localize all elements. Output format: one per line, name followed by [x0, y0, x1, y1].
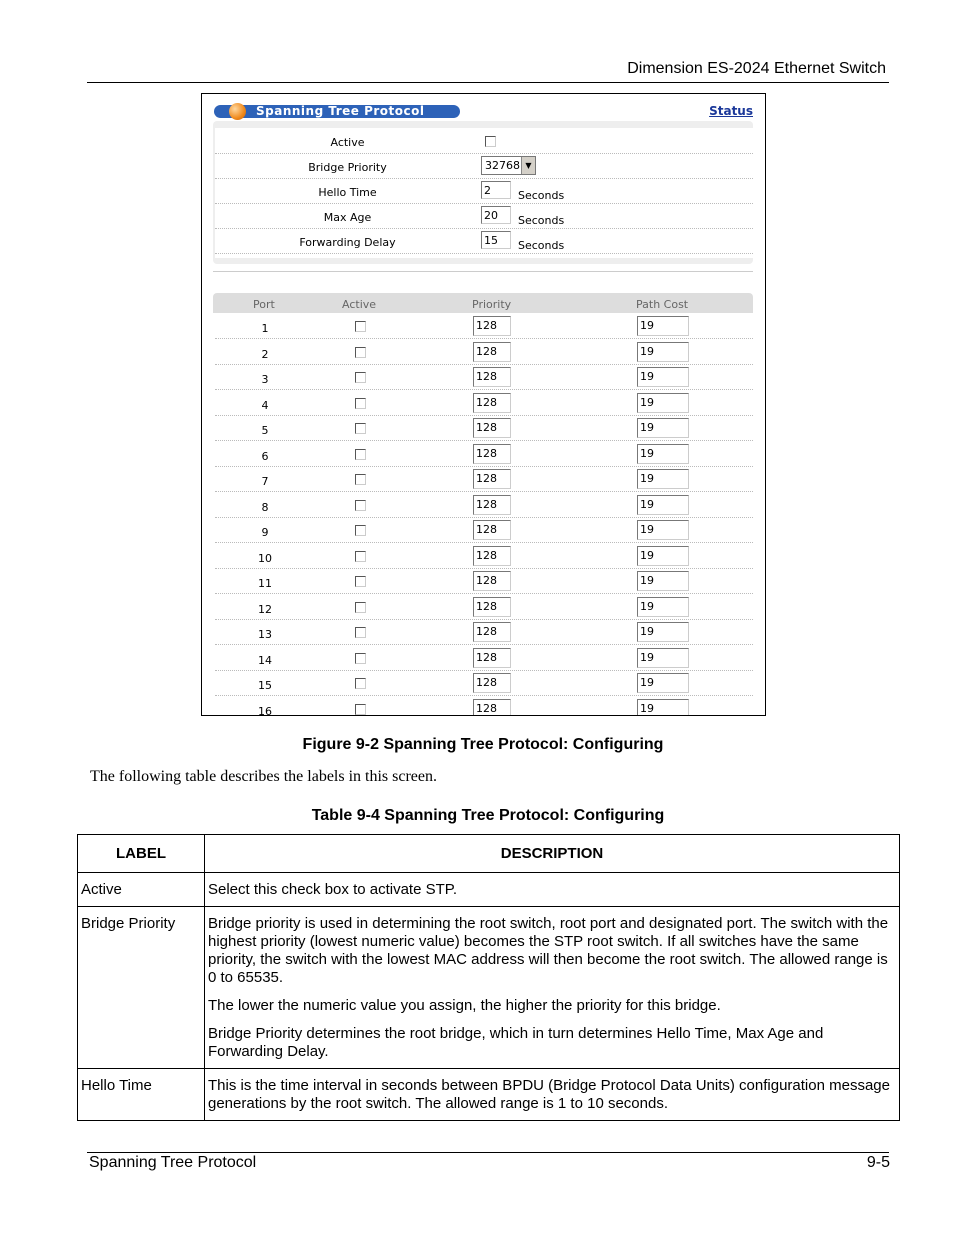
config-body [215, 128, 753, 258]
column-header-priority: Priority [472, 298, 512, 311]
port-number: 4 [261, 398, 269, 412]
column-header-port: Port [253, 298, 275, 311]
header-description: DESCRIPTION [205, 835, 900, 873]
row-description [205, 907, 900, 1069]
table-caption: Table 9-4 Spanning Tree Protocol: Configuring [311, 807, 665, 824]
description-paragraph: Select this check box to activate STP. [208, 881, 458, 898]
table-row [215, 466, 753, 492]
forwarding-delay-input[interactable]: 15 [481, 231, 511, 249]
port-number: 7 [261, 475, 269, 488]
port-path-cost-input[interactable]: 19 [637, 393, 689, 413]
active-checkbox[interactable] [485, 136, 496, 147]
column-header-active: Active [342, 298, 377, 311]
port-active-checkbox[interactable] [355, 576, 366, 587]
table-row [215, 441, 753, 467]
port-path-cost-input[interactable]: 19 [637, 571, 689, 591]
port-active-checkbox[interactable] [355, 500, 366, 511]
orange-ball-icon [229, 103, 246, 120]
table-row [215, 670, 753, 696]
port-path-cost-input[interactable]: 19 [637, 622, 689, 642]
intro-text: The following table describes the labels in this screen. [90, 768, 438, 785]
port-path-cost-input[interactable]: 19 [637, 699, 689, 717]
row-label: Bridge Priority [78, 907, 205, 1069]
port-active-checkbox[interactable] [355, 678, 366, 689]
table-row [215, 594, 753, 620]
table-row [215, 568, 753, 594]
config-row-active [215, 128, 753, 154]
table-row [215, 390, 753, 416]
port-path-cost-input[interactable]: 19 [637, 316, 689, 336]
port-active-checkbox[interactable] [355, 321, 366, 332]
port-priority-input[interactable]: 128 [473, 393, 511, 413]
port-active-checkbox[interactable] [355, 423, 366, 434]
port-path-cost-input[interactable]: 19 [637, 546, 689, 566]
port-number: 8 [261, 500, 269, 514]
config-label: Max Age [323, 211, 372, 224]
config-row-max-age [215, 203, 753, 229]
unit-label: Seconds [518, 239, 565, 252]
description-paragraph: Bridge priority is used in determining the root switch, root port and designated port. The switch with the highest priority (lowest numeric value) becomes the STP root switch. If all switches have the same priority, the switch with the lowest MAC address will then become the root switch. The allowed range is 0 to 65535. [208, 915, 889, 986]
port-number: 11 [258, 577, 272, 590]
header-label: LABEL [78, 835, 205, 873]
port-active-checkbox[interactable] [355, 525, 366, 536]
port-path-cost-input[interactable]: 19 [637, 520, 689, 540]
port-number: 6 [261, 449, 269, 463]
port-active-checkbox[interactable] [355, 372, 366, 383]
port-active-checkbox[interactable] [355, 653, 366, 664]
status-link[interactable]: Status [709, 104, 753, 118]
port-path-cost-input[interactable]: 19 [637, 673, 689, 693]
port-active-checkbox[interactable] [355, 627, 366, 638]
bridge-priority-value: 32768 [485, 159, 520, 172]
port-number: 9 [261, 526, 269, 539]
port-priority-input[interactable]: 128 [473, 444, 511, 464]
port-table-header [213, 293, 753, 313]
port-priority-input[interactable]: 128 [473, 648, 511, 668]
footer-page-number: 9-5 [866, 1154, 890, 1171]
row-description [205, 873, 900, 907]
row-description [205, 1069, 900, 1121]
port-number: 3 [261, 373, 269, 386]
port-priority-input[interactable]: 128 [473, 622, 511, 642]
port-priority-input[interactable]: 128 [473, 546, 511, 566]
port-path-cost-input[interactable]: 19 [637, 597, 689, 617]
port-active-checkbox[interactable] [355, 551, 366, 562]
description-table [77, 834, 900, 1121]
hello-time-input[interactable]: 2 [481, 181, 511, 199]
config-label: Bridge Priority [308, 161, 387, 174]
port-path-cost-input[interactable]: 19 [637, 367, 689, 387]
port-path-cost-input[interactable]: 19 [637, 495, 689, 515]
port-active-checkbox[interactable] [355, 602, 366, 613]
port-active-checkbox[interactable] [355, 347, 366, 358]
port-priority-input[interactable]: 128 [473, 342, 511, 362]
figure-caption: Figure 9-2 Spanning Tree Protocol: Configuring [302, 736, 664, 753]
section-divider [213, 271, 753, 272]
port-priority-input[interactable]: 128 [473, 418, 511, 438]
config-label: Hello Time [318, 186, 377, 199]
port-number: 1 [261, 322, 269, 335]
screen-title: Spanning Tree Protocol [256, 104, 425, 118]
port-active-checkbox[interactable] [355, 449, 366, 460]
port-number: 16 [258, 704, 272, 716]
table-row [215, 339, 753, 365]
port-active-checkbox[interactable] [355, 398, 366, 409]
screenshot-frame [201, 93, 766, 716]
port-priority-input[interactable]: 128 [473, 495, 511, 515]
footer-rule [87, 1152, 889, 1153]
max-age-input[interactable]: 20 [481, 206, 511, 224]
column-header-path-cost: Path Cost [636, 298, 689, 311]
port-priority-input[interactable]: 128 [473, 367, 511, 387]
table-row [215, 313, 753, 339]
port-path-cost-input[interactable]: 19 [637, 648, 689, 668]
table-row [78, 873, 900, 907]
table-row [78, 1069, 900, 1121]
port-path-cost-input[interactable]: 19 [637, 418, 689, 438]
port-number: 14 [258, 653, 272, 667]
table-row [215, 696, 753, 717]
port-priority-input[interactable]: 128 [473, 316, 511, 336]
description-paragraph: This is the time interval in seconds between BPDU (Bridge Protocol Data Units) configuration message generations by the root switch. The allowed range is 1 to 10 seconds. [208, 1077, 890, 1112]
bridge-priority-select[interactable] [481, 156, 536, 175]
port-number: 15 [258, 679, 272, 692]
table-row [215, 364, 753, 390]
header-rule [87, 82, 889, 83]
table-row [215, 415, 753, 441]
port-number: 13 [258, 628, 272, 641]
config-row-forwarding-delay [215, 228, 753, 254]
port-active-checkbox[interactable] [355, 474, 366, 485]
config-row-bridge-priority [215, 153, 753, 179]
footer-section-title: Spanning Tree Protocol [89, 1154, 257, 1171]
port-number: 2 [261, 347, 269, 361]
port-priority-input[interactable]: 128 [473, 571, 511, 591]
config-label: Forwarding Delay [299, 236, 396, 249]
unit-label: Seconds [518, 189, 565, 202]
chevron-down-icon: ▼ [521, 157, 535, 174]
port-priority-input[interactable]: 128 [473, 699, 511, 717]
config-label: Active [330, 136, 365, 149]
row-label: Hello Time [78, 1069, 205, 1121]
port-priority-input[interactable]: 128 [473, 673, 511, 693]
table-row [78, 907, 900, 1069]
description-paragraph: The lower the numeric value you assign, the higher the priority for this bridge. [208, 997, 721, 1014]
table-row [215, 517, 753, 543]
port-number: 10 [258, 551, 272, 565]
document-header-title: Dimension ES-2024 Ethernet Switch [627, 60, 886, 77]
config-row-hello-time [215, 178, 753, 204]
port-path-cost-input[interactable]: 19 [637, 444, 689, 464]
port-number: 12 [258, 602, 272, 616]
table-row [215, 543, 753, 569]
table-row [215, 619, 753, 645]
row-label: Active [78, 873, 205, 907]
table-row [215, 492, 753, 518]
port-priority-input[interactable]: 128 [473, 469, 511, 489]
port-priority-input[interactable]: 128 [473, 597, 511, 617]
port-path-cost-input[interactable]: 19 [637, 342, 689, 362]
port-active-checkbox[interactable] [355, 704, 366, 715]
table-header-row [78, 835, 900, 873]
port-number: 5 [261, 424, 269, 437]
port-priority-input[interactable]: 128 [473, 520, 511, 540]
description-paragraph: Bridge Priority determines the root bridge, which in turn determines Hello Time, Max Age and Forwarding Delay. [208, 1025, 824, 1060]
port-path-cost-input[interactable]: 19 [637, 469, 689, 489]
table-row [215, 645, 753, 671]
unit-label: Seconds [518, 214, 565, 227]
